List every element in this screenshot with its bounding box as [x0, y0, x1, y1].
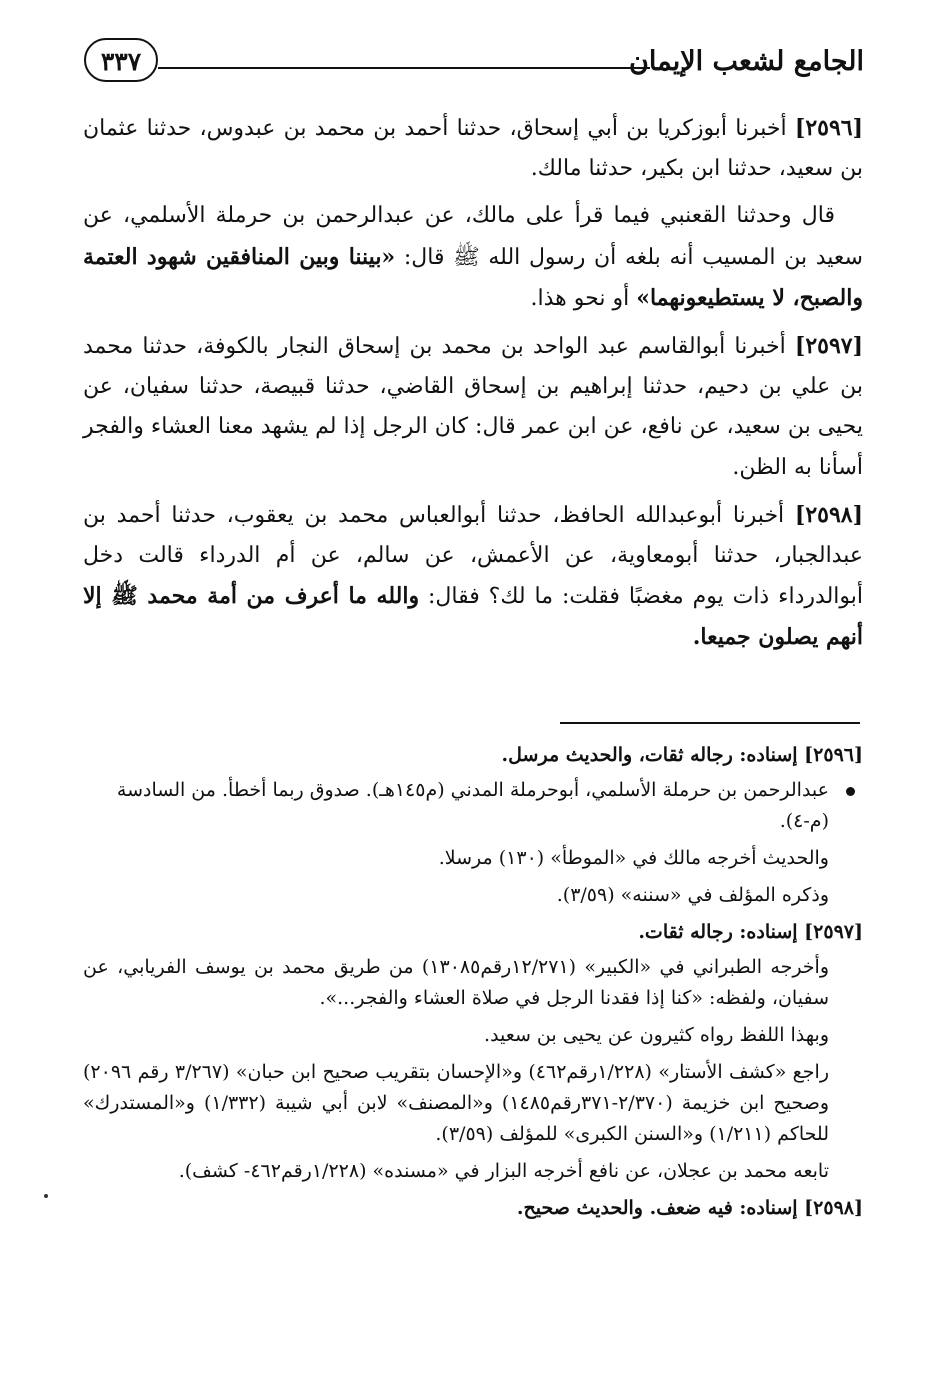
page-header [84, 38, 864, 86]
bullet-icon [846, 787, 855, 796]
hadith-number: [٢٥٩٨] [794, 501, 863, 528]
scan-speck [44, 1194, 48, 1198]
prophetic-saying: «بيننا وبين المنافقين شهود العتمة والصبح، لا يستطيعونهما» [83, 243, 863, 311]
hadith-2596 [83, 108, 863, 189]
footnote-2597-references: راجع «كشف الأستار» (١/٢٢٨رقم٤٦٢) و«الإحسان بتقريب صحيح ابن حبان» (٣/٢٦٧ رقم ٢٠٩٦) وصحيح ابن خزيمة (٢/٣٧٠-٣٧١رقم١٤٨٥) و«المصنف» لابن أبي شيبة (١/٣٣٢) و«المستدرك» للحاكم (١/٢١١) و«السنن الكبرى» للمؤلف (٣/٥٩). [83, 1061, 829, 1145]
quoted-saying: والله ما أعرف من أمة محمد ﷺ إلا أنهم يصلون جميعا. [83, 583, 863, 651]
narrator-note: عبدالرحمن بن حرملة الأسلمي، أبوحرملة المدني (م١٤٥هـ). صدوق ربما أخطأ. من السادسة (م-٤). [116, 779, 829, 832]
footnotes [83, 740, 863, 1228]
header-rule [158, 67, 650, 69]
hadith-2598 [83, 495, 863, 659]
hadith-number: [٢٥٩٧] [794, 333, 863, 360]
main-text [83, 108, 863, 666]
footnote-2596-narrator [83, 775, 863, 837]
footnote-separator [560, 722, 860, 724]
hadith-2596-second-chain [83, 196, 863, 319]
footnote-2596-heading: [٢٥٩٦] إسناده: رجاله ثقات، والحديث مرسل. [501, 744, 863, 766]
hadith-text: أخبرنا أبوعبدالله الحافظ، حدثنا أبوالعباس محمد بن يعقوب، حدثنا أحمد بن عبدالجبار، حدثنا أبومعاوية، عن الأعمش، عن سالم، عن أم الدرداء قالت دخل أبوالدرداء ذات يوم مغضبًا فقلت: ما لك؟ فقال: [83, 502, 864, 610]
footnote-2596-reference: وذكره المؤلف في «سننه» (٣/٥٩). [556, 884, 829, 906]
footnote-2596-source: والحديث أخرجه مالك في «الموطأ» (١٣٠) مرسلا. [438, 847, 829, 869]
hadith-text: أخبرنا أبوالقاسم عبد الواحد بن محمد بن إسحاق النجار بالكوفة، حدثنا محمد بن علي بن دحيم، حدثنا إبراهيم بن إسحاق القاضي، حدثنا قبيصة، حدثنا سفيان، عن يحيى بن سعيد، عن نافع، عن ابن عمر قال: كان الرجل إذا لم يشهد معنا العشاء والفجر أسأنا به الظن. [83, 334, 863, 480]
hadith-text: أخبرنا أبوزكريا بن أبي إسحاق، حدثنا أحمد بن محمد بن عبدوس، حدثنا عثمان بن سعيد، حدثنا ابن بكير، حدثنا مالك. [83, 116, 863, 182]
footnote-2597-source: وأخرجه الطبراني في «الكبير» (١٢/٢٧١رقم١٣٠٨٥) من طريق محمد بن يوسف الفريابي، عن سفيان، ولفظه: «كنا إذا فقدنا الرجل في صلاة العشاء والفجر...». [83, 956, 829, 1009]
hadith-number: [٢٥٩٦] [794, 115, 863, 141]
page-number: ٣٣٧ [84, 38, 158, 82]
footnote-2597-corroboration: تابعه محمد بن عجلان، عن نافع أخرجه البزار في «مسنده» (١/٢٢٨رقم٤٦٢- كشف). [178, 1160, 829, 1182]
running-title: الجامع لشعب الإيمان [629, 46, 864, 77]
hadith-text: قال وحدثنا القعنبي فيما قرأ على مالك، عن عبدالرحمن بن حرملة الأسلمي، عن سعيد بن المسيب أنه بلغه أن رسول الله ﷺ قال: [83, 203, 863, 270]
hadith-2597 [83, 326, 863, 488]
footnote-2597-heading: [٢٥٩٧] إسناده: رجاله ثقات. [638, 921, 863, 943]
footnote-2598-heading: [٢٥٩٨] إسناده: فيه ضعف. والحديث صحيح. [516, 1197, 863, 1219]
footnote-2597-remark: وبهذا اللفظ رواه كثيرون عن يحيى بن سعيد. [484, 1024, 829, 1046]
hadith-tail: أو نحو هذا. [530, 285, 637, 311]
